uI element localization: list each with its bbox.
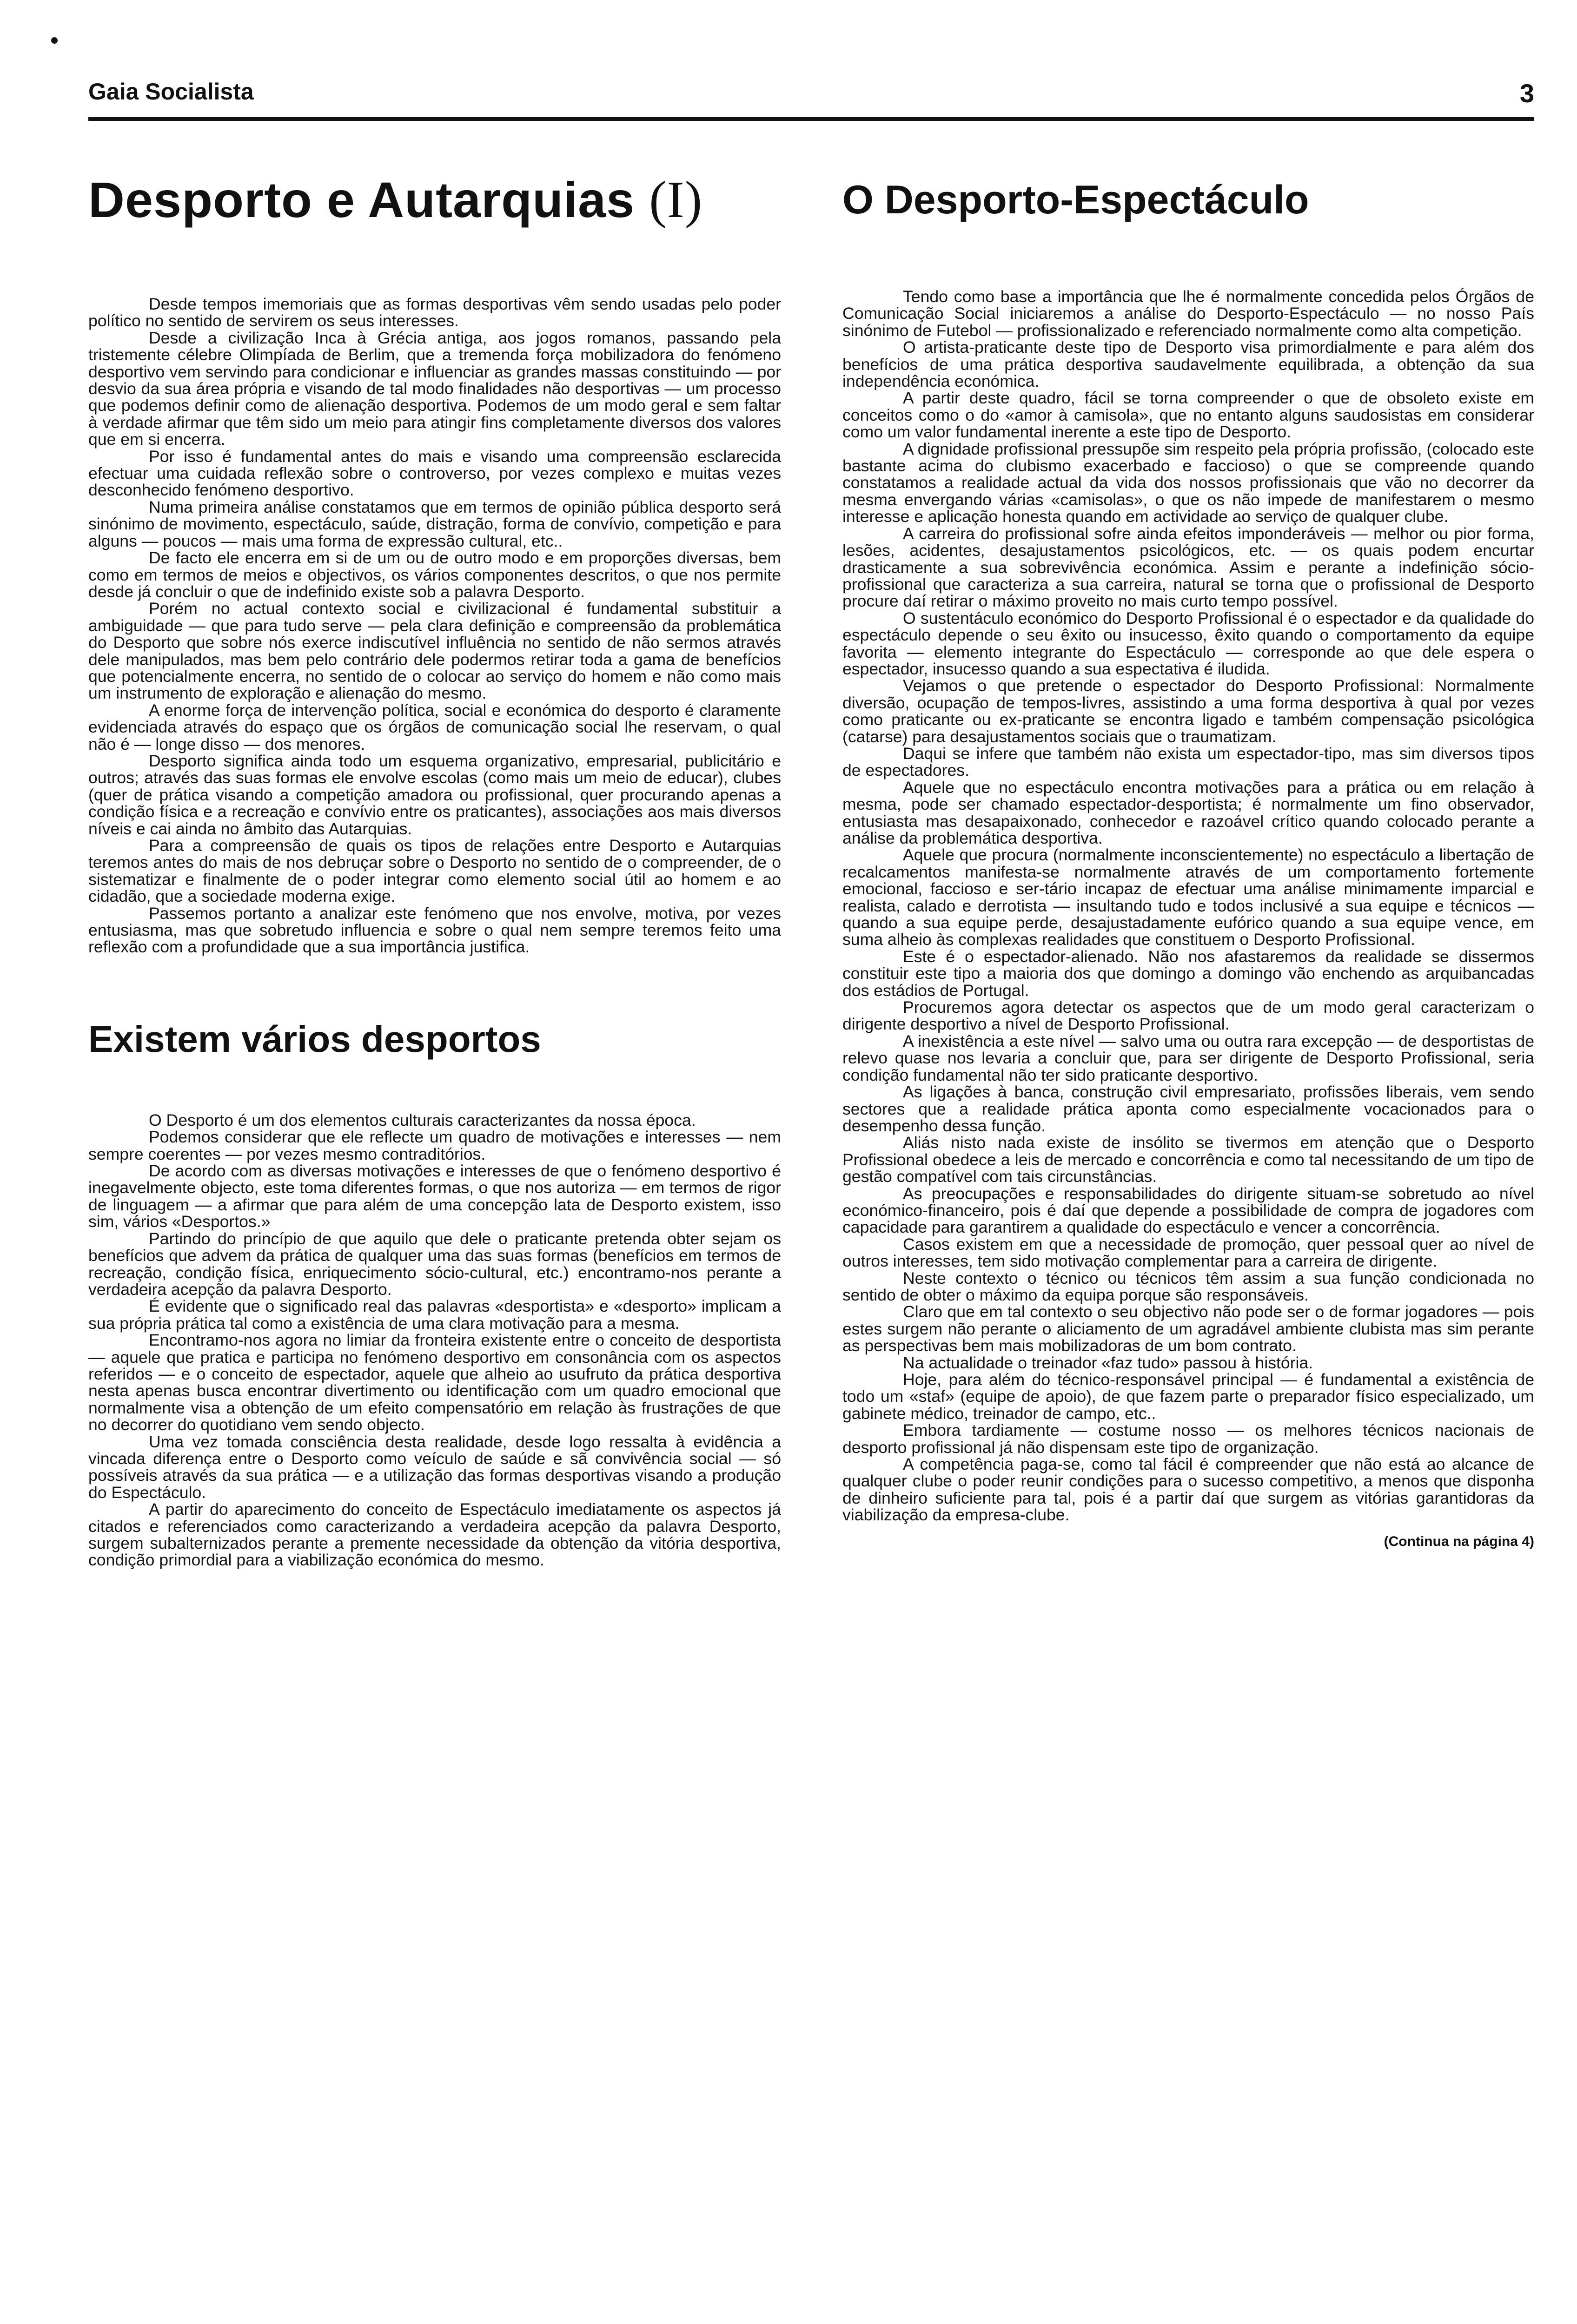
article-left-title bbox=[88, 172, 781, 228]
paragraph: As preocupações e responsabilidades do dirigente situam-se sobretudo ao nível económico-financeiro, pois é daí que depende a possibilidade de compra de jogadores com capacidade para garantirem a qualidade do espectáculo e vencer a concorrência. bbox=[842, 1184, 1534, 1237]
paragraph: Daqui se infere que também não exista um espectador-tipo, mas sim diversos tipos de espectadores. bbox=[842, 744, 1534, 780]
print-mark bbox=[51, 37, 58, 44]
page-number: 3 bbox=[1519, 79, 1534, 108]
paragraph: A dignidade profissional pressupõe sim respeito pela própria profissão, (colocado este bastante acima do clubismo exacerbado e faccioso) o que se compreende quando constatamos a realidade actual da vida dos nossos profissionais que vão no decorrer da mesma envergando várias «camisolas», o que os não impede de manifestarem o mesmo interesse e aplicação honesta quando em actividade ao serviço de qualquer clube. bbox=[842, 439, 1534, 526]
section-body bbox=[88, 1112, 781, 1569]
paragraph: Por isso é fundamental antes do mais e visando uma compreensão esclarecida efectuar uma cuidada reflexão sobre o controverso, por vezes complexo e muitas vezes desconhecido fenómeno desportivo. bbox=[88, 447, 781, 500]
paragraph: Claro que em tal contexto o seu objectivo não pode ser o de formar jogadores — pois estes surgem não perante o aliciamento de um agradável ambiente clubista mas sim perante as perspectivas bem mais mobilizadoras de um bom contrato. bbox=[842, 1302, 1534, 1355]
paragraph: Embora tardiamente — costume nosso — os melhores técnicos nacionais de desporto profissional já não dispensam este tipo de organização. bbox=[842, 1421, 1534, 1457]
paragraph: Partindo do princípio de que aquilo que dele o praticante pretenda obter sejam os benefícios que advem da prática de qualquer uma das suas formas (benefícios em termos de recreação, condição física, enriquecimento sócio-cultural, etc.) encontramo-nos perante a verdadeira acepção da palavra Desporto. bbox=[88, 1229, 781, 1299]
paragraph: Casos existem em que a necessidade de promoção, quer pessoal quer ao nível de outros interesses, tem sido motivação complementar para a carreira de dirigente. bbox=[842, 1235, 1534, 1271]
article-right bbox=[842, 172, 1534, 1550]
paragraph: É evidente que o significado real das palavras «desportista» e «desporto» implicam a sua própria prática tal como a existência de uma clara motivação para a mesma. bbox=[88, 1297, 781, 1333]
article-right-title: O Desporto-Espectáculo bbox=[842, 178, 1309, 222]
article-left-title-part: (I) bbox=[649, 171, 703, 229]
paragraph: De acordo com as diversas motivações e interesses de que o fenómeno desportivo é inegavelmente objecto, este toma diferentes formas, o que nos autoriza — em termos de rigor de linguagem — a afirmar que para além de uma concepção lata de Desporto existem, isso sim, vários «Desportos.» bbox=[88, 1162, 781, 1231]
paragraph: A competência paga-se, como tal fácil é compreender que não está ao alcance de qualquer clube o poder reunir condições para o sucesso competitivo, a menos que disponha de dinheiro suficiente para tal, pois é a partir daí que surgem as vitórias garantidoras da viabilização da empresa-clube. bbox=[842, 1455, 1534, 1525]
paragraph: Hoje, para além do técnico-responsável principal — é fundamental a existência de todo um «staf» (equipe de apoio), de que fazem parte o preparador físico especializado, um gabinete médico, treinador de campo, etc.. bbox=[842, 1370, 1534, 1423]
paragraph: As ligações à banca, construção civil empresariato, profissões liberais, vem sendo sectores que a realidade prática aponta como especialmente vocacionados para o desempenho dessa função. bbox=[842, 1083, 1534, 1135]
paragraph: Para a compreensão de quais os tipos de relações entre Desporto e Autarquias teremos antes do mais de nos debruçar sobre o Desporto no sentido de o compreender, de o sistematizar e finalmente de o poder integrar como elemento social útil ao homem e ao cidadão, que a sociedade moderna exige. bbox=[88, 836, 781, 906]
publication-name: Gaia Socialista bbox=[88, 79, 254, 105]
page-header bbox=[88, 78, 1534, 115]
paragraph: A partir do aparecimento do conceito de Espectáculo imediatamente os aspectos já citados e referenciados como caracterizando a verdadeira acepção da palavra Desporto, surgem subalternizados perante a premente necessidade da obtenção da vitória desportiva, condição primordial para a viabilização económica do mesmo. bbox=[88, 1500, 781, 1570]
paragraph: Desde tempos imemoriais que as formas desportivas vêm sendo usadas pelo poder político no sentido de servirem os seus interesses. bbox=[88, 295, 781, 330]
article-left bbox=[88, 172, 781, 1569]
paragraph: Neste contexto o técnico ou técnicos têm assim a sua função condicionada no sentido de obter o máximo da equipa porque são responsáveis. bbox=[842, 1268, 1534, 1304]
paragraph: A enorme força de intervenção política, social e económica do desporto é claramente evidenciada através do espaço que os órgãos de comunicação social lhe reservam, o qual não é — longe disso — dos menores. bbox=[88, 700, 781, 753]
paragraph: Aquele que procura (normalmente inconscientemente) no espectáculo a libertação de recalcamentos manifesta-se normalmente através de um comportamento fortemente emocional, faccioso e ser-tário incapaz de efectuar uma análise minimamente imparcial e realista, calado e derrotista — insultando tudo e todos inclusivé a sua equipe e técnicos — quando a sua equipe perde, desajustadamente eufórico quando a sua equipe vence, em suma alheio às complexas realidades que constituem o Desporto Profissional. bbox=[842, 845, 1534, 949]
paragraph: Uma vez tomada consciência desta realidade, desde logo ressalta à evidência a vincada diferença entre o Desporto como veículo de saúde e sã convivência social — só possíveis através da sua prática — e a utilização das formas desportivas visando a produção do Espectáculo. bbox=[88, 1432, 781, 1502]
paragraph: Aquele que no espectáculo encontra motivações para a prática ou em relação à mesma, pode ser chamado espectador-desportista; é normalmente um fino observador, entusiasta mas desapaixonado, conhecedor e razoável crítico quando colocado perante a análise da problemática desportiva. bbox=[842, 778, 1534, 847]
paragraph: Procuremos agora detectar os aspectos que de um modo geral caracterizam o dirigente desportivo a nível de Desporto Profissional. bbox=[842, 998, 1534, 1034]
paragraph: Porém no actual contexto social e civilizacional é fundamental substituir a ambiguidade — que para tudo serve — pela clara definição e compreensão da problemática do Desporto que sobre nós exerce indiscutível influência no sentido de não sermos através dele manipulados, mas bem pelo contrário dele podermos retirar toda a gama de benefícios que potencialmente encerra, no sentido de o colocar ao serviço do homem e não como mais um instrumento de exploração e alienação do mesmo. bbox=[88, 599, 781, 703]
paragraph: Encontramo-nos agora no limiar da fronteira existente entre o conceito de desportista — aquele que pratica e participa no fenómeno desportivo em consonância com os aspectos referidos — e o conceito de espectador, aquele que alheio ao usufruto da prática desportiva nesta apenas busca encontrar divertimento ou identificação com um quadro emocional que normalmente visa a obtenção de um efeito compensatório em relação às frustrações de que no decorrer do quotidiano vem sendo objecto. bbox=[88, 1331, 781, 1434]
paragraph: A carreira do profissional sofre ainda efeitos imponderáveis — melhor ou pior forma, lesões, acidentes, desajustamentos psicológicos, etc. — os quais podem encurtar drasticamente a sua sobrevivência económica. Assim e perante a indefinição sócio-profissional que caracteriza a sua carreira, natural se torna que o profissional de Desporto procure daí retirar o máximo proveito no mais curto tempo possível. bbox=[842, 524, 1534, 611]
paragraph: O artista-praticante deste tipo de Desporto visa primordialmente e para além dos benefícios de uma prática desportiva saudavelmente equilibrada, a obtenção da sua independência económica. bbox=[842, 338, 1534, 391]
section-subheading: Existem vários desportos bbox=[88, 1018, 541, 1060]
paragraph: Aliás nisto nada existe de insólito se tivermos em atenção que o Desporto Profissional obedece a leis de mercado e concorrência e como tal necessitando de um tipo de gestão compatível com tais circunstâncias. bbox=[842, 1133, 1534, 1186]
paragraph: A partir deste quadro, fácil se torna compreender o que de obsoleto existe em conceitos como o do «amor à camisola», que no entanto alguns saudosistas em considerar como um valor fundamental inerente a este tipo de Desporto. bbox=[842, 389, 1534, 442]
header-rule bbox=[88, 117, 1534, 121]
paragraph: Vejamos o que pretende o espectador do Desporto Profissional: Normalmente diversão, ocupação de tempos-livres, assistindo a uma forma desportiva à qual por vezes como praticante ou ex-praticante se encontra ligado e também compensação psicológica (catarse) para desajustamentos sociais que o traumatizam. bbox=[842, 676, 1534, 746]
paragraph: Numa primeira análise constatamos que em termos de opinião pública desporto será sinónimo de movimento, espectáculo, saúde, distração, forma de convívio, competição e para alguns — poucos — mais uma forma de expressão cultural, etc.. bbox=[88, 497, 781, 550]
article-left-title-main: Desporto e Autarquias bbox=[88, 172, 635, 228]
paragraph: Este é o espectador-alienado. Não nos afastaremos da realidade se dissermos constituir este tipo a maioria dos que domingo a domingo vão enchendo as arquibancadas dos estádios de Portugal. bbox=[842, 947, 1534, 1000]
article-right-body bbox=[842, 288, 1534, 1524]
article-left-body bbox=[88, 296, 781, 956]
paragraph: Podemos considerar que ele reflecte um quadro de motivações e interesses — nem sempre coerentes — por vezes mesmo contraditórios. bbox=[88, 1128, 781, 1163]
paragraph: Desporto significa ainda todo um esquema organizativo, empresarial, publicitário e outros; através das suas formas ele envolve escolas (como mais um meio de educar), clubes (quer de prática visando a competição amadora ou profissional, quer procurando apenas a condição física e a recreação e convívio entre os praticantes), associações aos mais diversos níveis e cai ainda no âmbito das Autarquias. bbox=[88, 751, 781, 838]
paragraph: A inexistência a este nível — salvo uma ou outra rara excepção — de desportistas de relevo quase nos levaria a concluir que, para ser dirigente de Desporto Profissional, seria condição fundamental não ter sido praticante desportivo. bbox=[842, 1031, 1534, 1084]
paragraph: De facto ele encerra em si de um ou de outro modo e em proporções diversas, bem como em termos de meios e objectivos, os vários componentes descritos, o que nos permite desde já concluir o que de indefinido existe sob a palavra Desporto. bbox=[88, 548, 781, 601]
paragraph: Na actualidade o treinador «faz tudo» passou à história. bbox=[903, 1353, 1313, 1372]
paragraph: Desde a civilização Inca à Grécia antiga, aos jogos romanos, passando pela tristemente célebre Olimpíada de Berlim, que a tremenda força mobilizadora do fenómeno desportivo vem servindo para condicionar e influenciar as grandes massas constituindo — por desvio da sua área própria e visando de tal modo finalidades não desportivas — um processo que podemos definir como de alienação desportiva. Podemos de um modo geral e sem faltar à verdade afirmar que têm sido um meio para atingir fins completamente diversos dos valores que em si encerra. bbox=[88, 328, 781, 449]
paragraph: O Desporto é um dos elementos culturais caracterizantes da nossa época. bbox=[149, 1110, 696, 1129]
paragraph: Passemos portanto a analizar este fenómeno que nos envolve, motiva, por vezes entusiasma, mas que sobretudo influencia e sobre o qual nem sempre teremos feito uma reflexão com a profundidade que a sua importância justifica. bbox=[88, 904, 781, 957]
paragraph: Tendo como base a importância que lhe é normalmente concedida pelos Órgãos de Comunicação Social iniciaremos a análise do Desporto-Espectáculo — no nosso País sinónimo de Futebol — profissionalizado e referenciado normalmente como alta competição. bbox=[842, 287, 1534, 340]
paragraph: O sustentáculo económico do Desporto Profissional é o espectador e da qualidade do espectáculo depende o seu êxito ou insucesso, êxito quando o comportamento da equipe favorita — elemento integrante do Espectáculo — corresponde ao que dele espera o espectador, insucesso quando a sua espectativa é iludida. bbox=[842, 608, 1534, 678]
continued-note: (Continua na página 4) bbox=[1384, 1533, 1534, 1549]
